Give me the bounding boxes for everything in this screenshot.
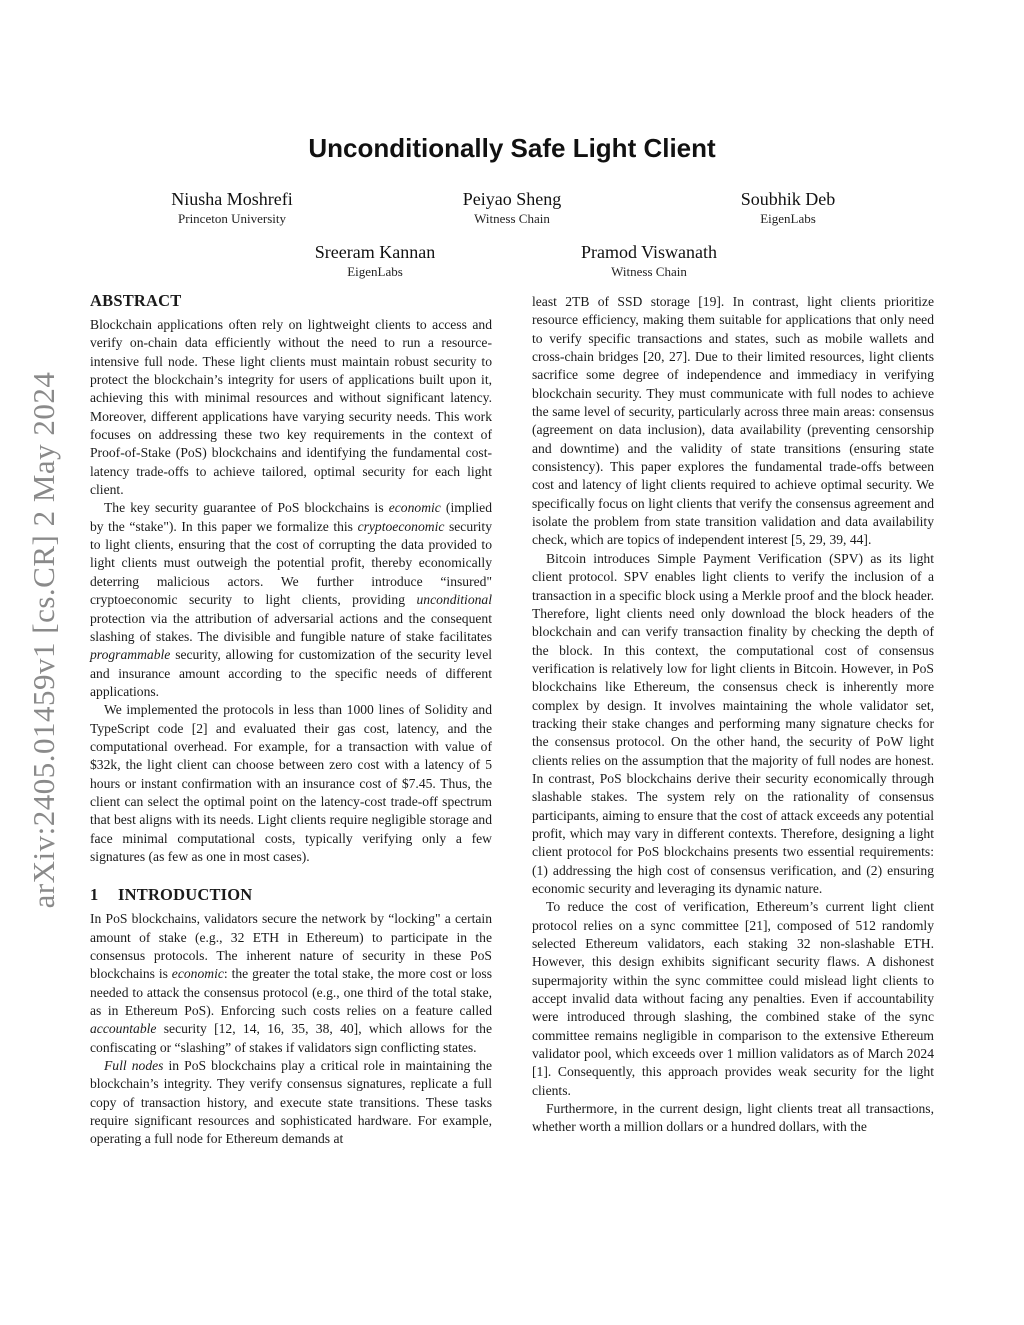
intro-paragraph: Bitcoin introduces Simple Payment Verification (SPV) as its light client protocol. SPV enables light clients to verify the inclusion of a transaction in a specific block using a Merkle proof and the block header. Therefore, light clients need only download the block headers of the blockchain and can verify transaction finality by checking the depth of the block. In this context, the computational cost of consensus verification is relatively low for light clients in Bitcoin. However, in PoS blockchains like Ethereum, the consensus check is inherently more complex by design. It involves maintaining the whole validator set, tracking their stake changes and performing many signature checks for the consensus protocol. On the other hand, the security of PoW light clients relies on the assumption that the majority of full nodes are honest. In contrast, PoS blockchains derive their security economically through slashable stakes. The system rely on the rationality of consensus participants, aiming to ensure that the cost of attack exceeds any potential profit, which may vary in different contexts. Therefore, designing a light client protocol for PoS blockchains presents two essential requirements: (1) addressing the high cost of consensus verification, and (2) ensuring economic security and leveraging its dynamic nature. [532, 550, 934, 896]
author-block [658, 188, 918, 227]
intro-paragraph: To reduce the cost of verification, Ethereum’s current light client protocol relies on a sync committee [21], composed of 512 randomly selected Ethereum validators, each staking 32 non-slashable ETH. However, this design exhibits significant security flaws. A dishonest supermajority within the sync committee could mislead light clients to accept invalid data without facing any penalties. Even if accountability were introduced through slashing, the combined stake of the sync committee remains negligible in comparison to the extensive Ethereum validator pool, which exceeds over 1 million validators as of March 2024 [1]. Consequently, this approach provides weak security for the light clients. [532, 899, 934, 1098]
paper-title: Unconditionally Safe Light Client [308, 133, 716, 163]
text-run: security [12, 14, 16, 35, 38, 40], which allows for the confiscating or “slashing” of stakes if validators sign conflicting states. [90, 1021, 492, 1055]
text-run: In PoS blockchains, validators secure the network by “locking" a certain amount of stake (e.g., 32 ETH in Ethereum) to participate in the consensus protocols. The inherent nature of security in these PoS blockchains is [90, 911, 492, 982]
abstract-paragraph: We implemented the protocols in less than 1000 lines of Solidity and TypeScript code [2] and evaluated their gas cost, latency, and the computational overhead. For example, for a transaction with value of $32k, the light client can choose between zero cost with a latency of 5 hours or instant confirmation with an insurance cost of $7.45. Thus, the client can select the optimal point on the latency-cost trade-off spectrum that best aligns with its needs. Light clients require negligible storage and face minimal computational costs, typically verifying only a few signatures (as few as one in most cases). [90, 702, 492, 864]
author-affiliation: EigenLabs [760, 211, 816, 226]
arxiv-identifier-stamp: arXiv:2405.01459v1 [cs.CR] 2 May 2024 [26, 371, 61, 909]
text-run: The key security guarantee of PoS blockchains is [104, 500, 389, 516]
author-block [382, 188, 642, 227]
intro-paragraph [90, 910, 492, 1057]
author-name: Niusha Moshrefi [171, 189, 293, 209]
section-title: INTRODUCTION [118, 885, 253, 905]
abstract-paragraph [90, 499, 492, 701]
intro-paragraph: Furthermore, in the current design, light clients treat all transactions, whether worth a million dollars or a hundred dollars, with the [532, 1101, 934, 1135]
author-affiliation: Princeton University [178, 211, 286, 226]
text-run: : the greater the total stake, the more cost or loss needed to attack the consensus protocol (e.g., one third of the total stake, as in Ethereum PoS). Enforcing such costs relies on a feature called [90, 966, 492, 1019]
author-affiliation: Witness Chain [611, 264, 687, 279]
abstract-heading: ABSTRACT [90, 291, 182, 310]
emphasis: unconditional [416, 592, 492, 608]
right-column [532, 293, 934, 1137]
left-column [90, 290, 492, 1149]
text-run: security to light clients, ensuring that the cost of corrupting the data provided to light clients must outweigh the potential profit, thereby economically deterring malicious actors. We further introduce “insured" cryptoeconomic security to light clients, providing [90, 518, 492, 608]
text-run: security, allowing for customization of the security level and insurance amount according to the specific needs of different applications. [90, 647, 492, 699]
author-block [245, 241, 505, 280]
section-number: 1 [90, 885, 99, 905]
abstract-paragraph: Blockchain applications often rely on lightweight clients to access and verify on-chain data efficiently without the need to run a resource-intensive full node. These light clients must maintain robust security to protect the blockchain’s integrity for users of applications built upon it, achieving this with minimal resources and without significant latency. Moreover, different applications have varying security needs. This work focuses on addressing these two key requirements in the context of Proof-of-Stake (PoS) blockchains and identifying the fundamental cost-latency trade-offs to achieve tailored, optimal security for each light client. [90, 317, 492, 498]
text-run: protection via the attribution of adversarial actions and the consequent slashing of stakes. The divisible and fungible nature of stake facilitates [90, 610, 492, 644]
emphasis: economic [171, 966, 224, 982]
author-affiliation: Witness Chain [474, 211, 550, 226]
author-name: Peiyao Sheng [462, 189, 562, 209]
intro-paragraph [90, 1057, 492, 1149]
text-run: (implied by the “stake"). In this paper we formalize this [90, 500, 492, 534]
author-affiliation: EigenLabs [347, 264, 403, 279]
author-name: Sreeram Kannan [314, 242, 436, 262]
author-name: Soubhik Deb [740, 189, 836, 209]
text-run: in PoS blockchains play a critical role in maintaining the blockchain’s integrity. They verify consensus signatures, replicate a full copy of transaction history, and execute state transitions. These tasks require significant resources and sophisticated hardware. For example, operating a full node for Ethereum demands at [90, 1058, 492, 1147]
emphasis: cryptoeconomic [357, 518, 445, 534]
author-block [519, 241, 779, 280]
emphasis: economic [388, 500, 441, 516]
author-block [102, 188, 362, 227]
emphasis: Full nodes [104, 1058, 164, 1074]
author-name: Pramod Viswanath [580, 242, 718, 262]
intro-paragraph: least 2TB of SSD storage [19]. In contrast, light clients prioritize resource efficiency, making them suitable for applications that only need to verify specific transactions and states, such as mobile wallets and cross-chain bridges [20, 27]. Due to their limited resources, light clients sacrifice some degree of independence and immediacy in verifying blockchain security. They must communicate with full nodes to achieve the same level of security, particularly across three main areas: consensus (agreement on data inclusion), data availability (preventing censorship and downtime) and the validity of state transitions (ensuring state consistency). This paper explores the fundamental trade-offs between cost and latency of light clients required to achieve optimal security. We specifically focus on light clients that verify the consensus agreement and isolate the problem from state transition validation and data availability check, which are topics of independent interest [5, 29, 39, 44]. [532, 294, 934, 548]
introduction-heading [90, 884, 492, 906]
emphasis: programmable [90, 647, 171, 663]
emphasis: accountable [90, 1021, 157, 1037]
